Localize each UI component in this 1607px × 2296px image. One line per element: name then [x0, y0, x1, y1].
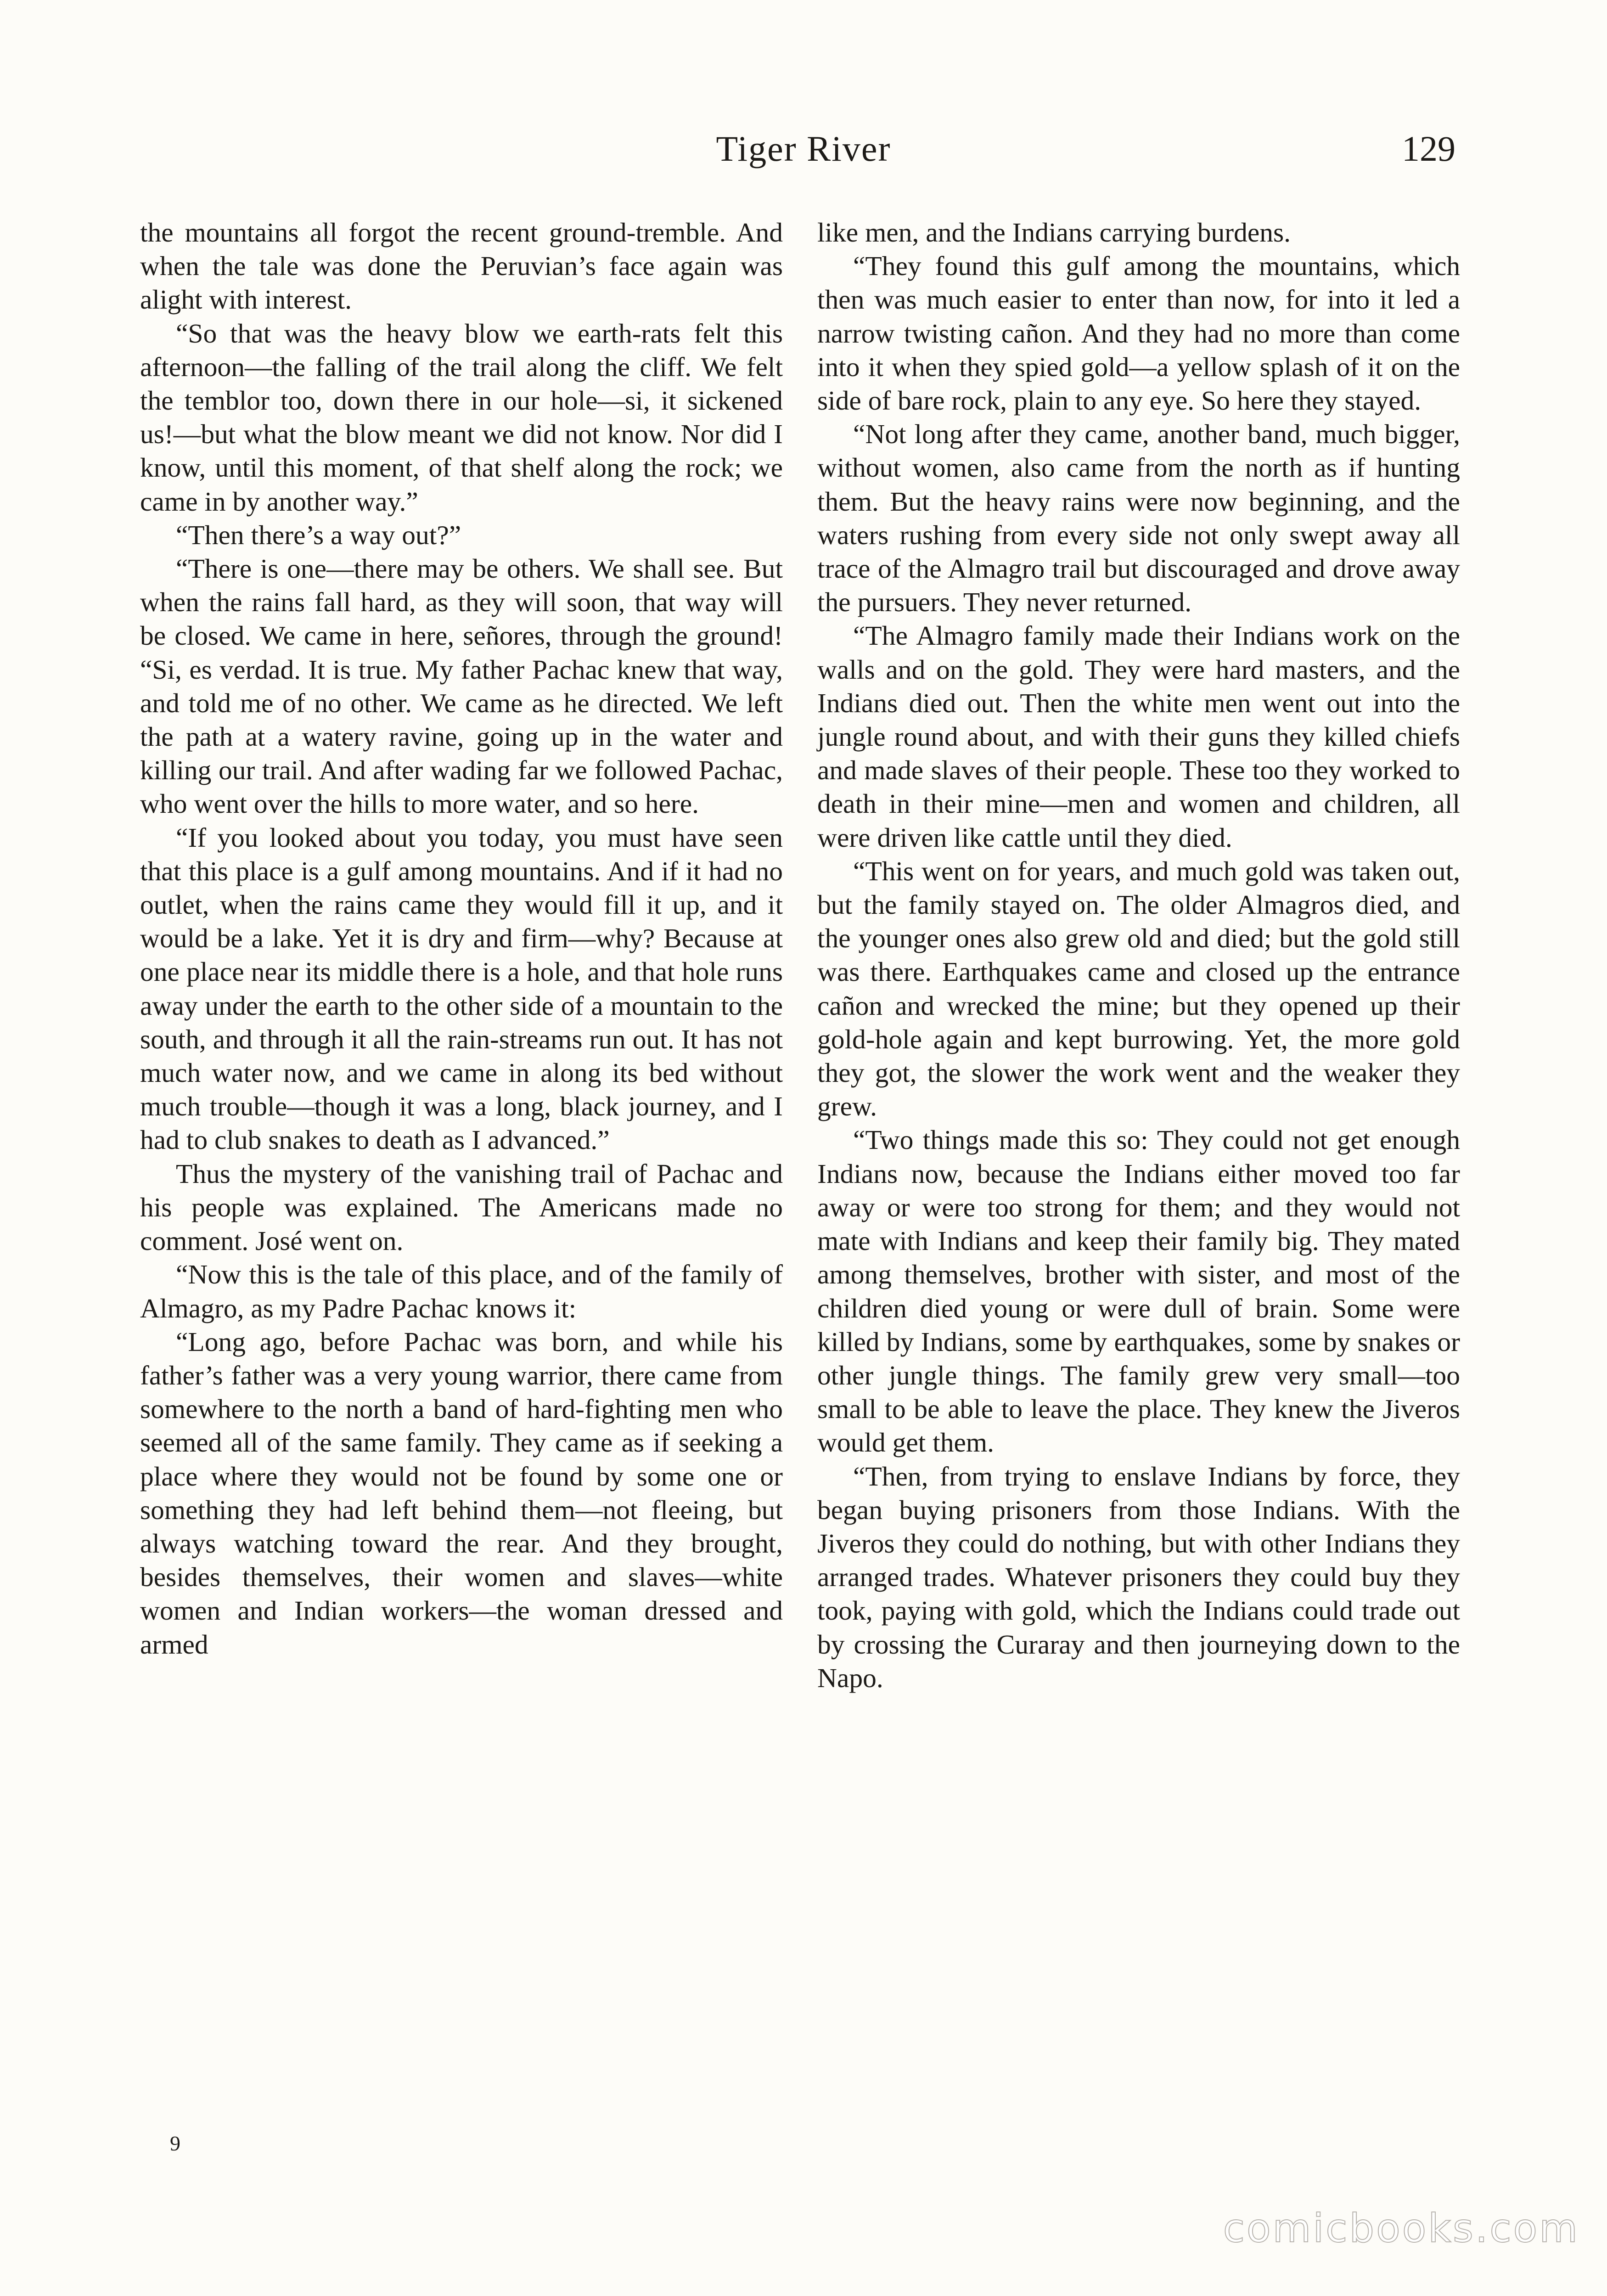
paragraph: “Not long after they came, another band, much bigger, without women, also came from the north as if hunting them. But the heavy rains were now beginning, and the waters rushing from every side not only swept away all trace of the Almagro trail but discouraged and drove away the pursuers. They never returned. — [817, 419, 1460, 618]
paragraph: the mountains all forgot the recent ground-tremble. And when the tale was done the Peruvian’s face again was alight with interest. — [140, 217, 783, 315]
paragraph: “Then, from trying to enslave Indians by force, they began buying prisoners from those Indians. With the Jiveros they could do nothing, but with other Indians they arranged trades. Whatever prisoners they could buy they took, paying with gold, which the Indians could trade out by crossing the Curaray and then journeying down to the Napo. — [817, 1461, 1460, 1693]
paragraph: “They found this gulf among the mountains, which then was much easier to enter than now, for into it led a narrow twisting cañon. And they had no more than come into it when they spied gold—a yellow splash of it on the side of bare rock, plain to any eye. So here they stayed. — [817, 251, 1460, 416]
paragraph: “There is one—there may be others. We shall see. But when the rains fall hard, as they will soon, that way will be closed. We came in here, señores, through the ground! “Si, es verdad. It is true. My father Pachac knew that way, and told me of no other. We came as he directed. We left the path at a watery ravine, going up in the water and killing our trail. And after wading far we followed Pachac, who went over the hills to more water, and so here. — [140, 553, 783, 819]
paragraph: “Then there’s a way out?” — [176, 519, 461, 550]
paragraph: Thus the mystery of the vanishing trail of Pachac and his people was explained. The Americans made no comment. José went on. — [140, 1158, 783, 1256]
paragraph: “If you looked about you today, you must have seen that this place is a gulf among mountains. And if it had no outlet, when the rains came they would fill it up, and it would be a lake. Yet it is dry and firm—why? Because at one place near its middle there is a hole, and that hole runs away under the earth to the other side of a mountain to the south, and through it all the rain-streams run out. It has not much water now, and we came in along its bed without much trouble—though it was a long, black journey, and I had to club snakes to death as I advanced.” — [140, 822, 783, 1155]
paragraph: “Now this is the tale of this place, and of the family of Almagro, as my Padre Pachac knows it: — [140, 1259, 783, 1323]
running-title: Tiger River — [716, 129, 891, 169]
paragraph: “The Almagro family made their Indians work on the walls and on the gold. They were hard masters, and the Indians died out. Then the white men went out into the jungle round about, and with their guns they killed chiefs and made slaves of their people. These too they worked to death in their mine—men and women and children, all were driven like cattle until they died. — [817, 620, 1460, 853]
watermark: comicbooks.com — [1223, 2206, 1579, 2251]
page-number: 129 — [1402, 129, 1455, 169]
right-column — [817, 216, 1460, 1695]
left-column — [140, 216, 783, 1661]
paragraph: like men, and the Indians carrying burdens. — [817, 217, 1291, 248]
paragraph: “This went on for years, and much gold was taken out, but the family stayed on. The older Almagros died, and the younger ones also grew old and died; but the gold still was there. Earthquakes came and closed up the entrance cañon and wrecked the mine; but they opened up their gold-hole again and kept burrowing. Yet, the more gold they got, the slower the work went and the weaker they grew. — [817, 855, 1460, 1122]
paragraph: “So that was the heavy blow we earth-rats felt this afternoon—the falling of the trail along the cliff. We felt the temblor too, down there in our hole—si, it sickened us!—but what the blow meant we did not know. Nor did I know, until this moment, of that shelf along the rock; we came in by another way.” — [140, 318, 783, 517]
signature-mark: 9 — [170, 2132, 180, 2155]
paragraph: “Long ago, before Pachac was born, and while his father’s father was a very young warrior, there came from somewhere to the north a band of hard-fighting men who seemed all of the same family. They came as if seeking a place where they would not be found by some one or something they had left behind them—not fleeing, but always watching toward the rear. And they brought, besides themselves, their women and slaves—white women and Indian workers—the woman dressed and armed — [140, 1326, 783, 1660]
paragraph: “Two things made this so: They could not get enough Indians now, because the Indians either moved too far away or were too strong for them; and they would not mate with Indians and keep their family big. They mated among themselves, brother with sister, and most of the children died young or were dull of brain. Some were killed by Indians, some by earthquakes, some by snakes or other jungle things. The family grew very small—too small to be able to leave the place. They knew the Jiveros would get them. — [817, 1125, 1460, 1458]
